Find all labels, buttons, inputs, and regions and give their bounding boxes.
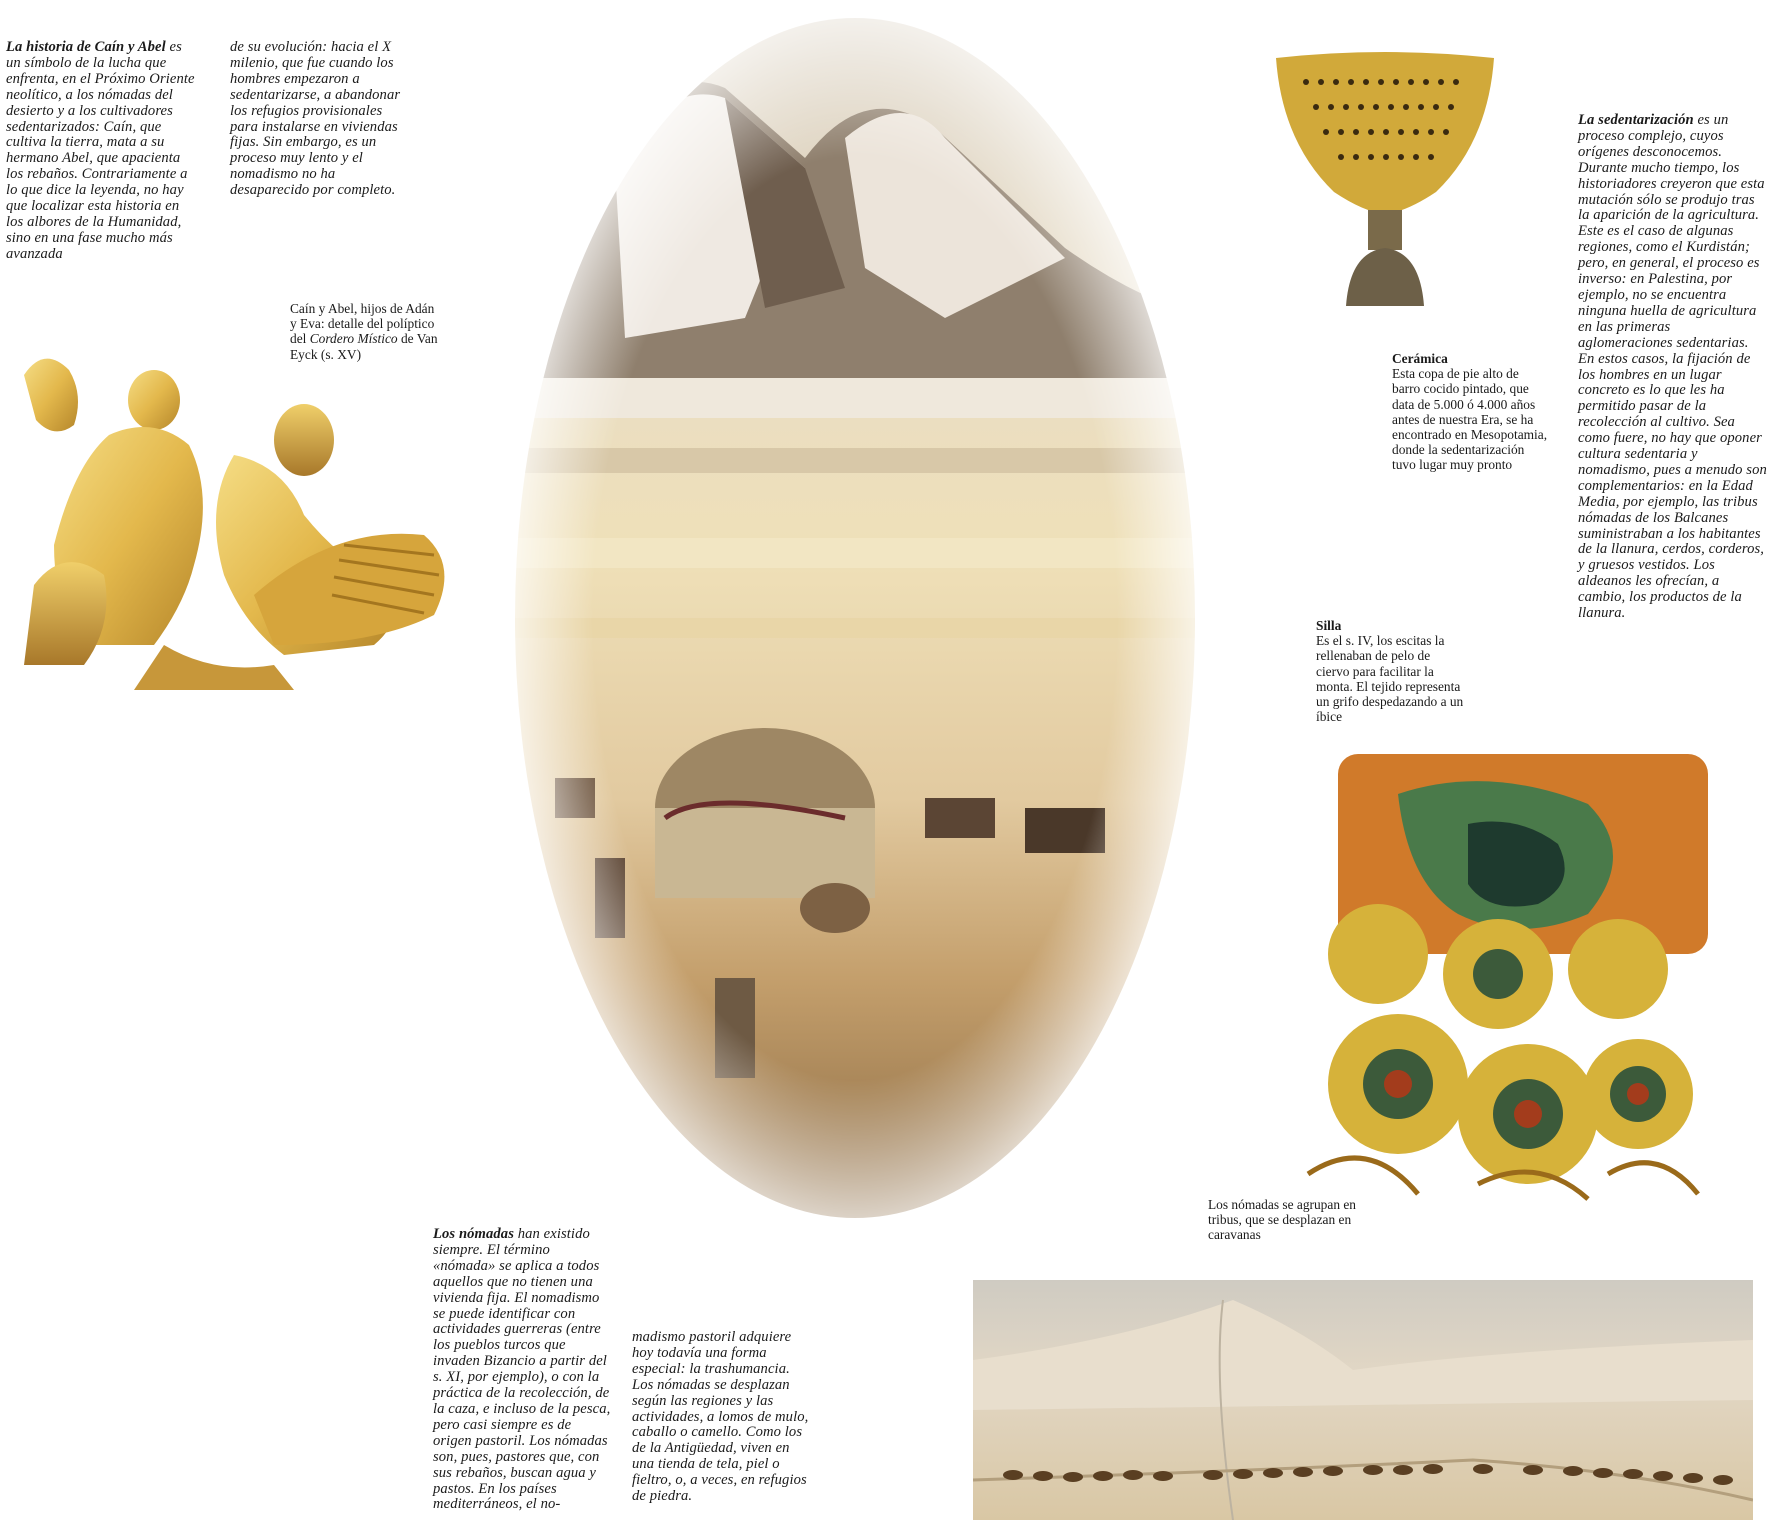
cain-abel-text [6,40,198,263]
caption-cain-text-b: de Van Eyck (s. XV) [290,331,438,362]
nomadas-body-2: madismo pastoril adquiere hoy todavía una forma especial: la trashumancia. Los nómadas se desplazan según las regiones y las actividades, a lomos de mulo, caballo o camello. Como los de la Antigüedad, viven en una tienda de tela, piel o fieltro, o, a veces, en refugios de piedra. [632,1329,809,1505]
nomadas-body: han existido siempre. El término «nómada» se aplica a todos aquellos que no tienen una vivienda fija. El nomadismo se puede identificar con actividades guerreras (entre los pueblos turcos que invaden Bizancio a partir del s. XI, por ejemplo), o con la práctica de la recolección, de la caza, e incluso de la pesca, pero casi siempre es de origen pastoril. Los nómadas son, pues, pastores que, con sus rebaños, buscan agua y pastos. En los países mediterráneos, el no- [433,1226,611,1513]
caption-silla-title: Silla [1316,618,1342,633]
caption-ceramica-title: Cerámica [1392,351,1448,366]
ceramic-cup-image [1276,52,1494,306]
caption-cain-text-a: Caín y Abel, hijos de Adán y Eva: detalle del políptico del [290,301,435,347]
caption-silla [1316,618,1466,724]
sedentarizacion-lead: La sedentarización [1578,112,1694,128]
nomadas-text [433,1227,613,1513]
cain-abel-lead: La historia de Caín y Abel [6,39,166,55]
sedentarizacion-text [1578,113,1768,622]
caption-caravanas [1208,1197,1358,1243]
caption-cain-italic: Cordero Místico [309,331,398,347]
caption-silla-body: Es el s. IV, los escitas la rellenaban de pelo de ciervo para facilitar la monta. El tejido representa un grifo despedazando a un íbice [1316,633,1464,725]
nomadas-text-2 [632,1330,810,1505]
caption-ceramica-body: Esta copa de pie alto de barro cocido pintado, que data de 5.000 ó 4.000 años antes de nuestra Era, se ha encontrado en Mesopotamia, donde la sedentarización tuvo lugar muy pronto [1392,366,1548,473]
cain-abel-sculpture-image [14,345,464,690]
caption-caravanas-body: Los nómadas se agrupan en tribus, que se desplazan en caravanas [1208,1197,1356,1243]
caption-ceramica [1392,351,1550,473]
evolucion-body: de su evolución: hacia el X milenio, que fue cuando los hombres empezaron a sedentarizarse, a abandonar los refugios provisionales para instalarse en viviendas fijas. Sin embargo, es un proceso muy lento y el nomadismo no ha desaparecido por completo. [230,39,401,199]
cain-abel-body: es un símbolo de la lucha que enfrenta, en el Próximo Oriente neolítico, a los nómadas del desierto y a los cultivadores sedentarizados: Caín, que cultiva la tierra, mata a su hermano Abel, que apacienta los rebaños. Contrariamente a lo que dice la leyenda, no hay que localizar esta historia en los albores de la Humanidad, sino en una fase mucho más avanzada [6,39,195,262]
nomadas-lead: Los nómadas [433,1226,514,1242]
steppe-landscape-image [505,18,1205,1218]
scythian-saddle-image [1288,754,1710,1204]
caravan-desert-image [973,1280,1753,1520]
evolucion-text [230,40,410,199]
sedentarizacion-body: es un proceso complejo, cuyos orígenes desconocemos. Durante mucho tiempo, los historiadores creyeron que esta mutación sólo se produjo tras la aparición de la agricultura. Este es el caso de algunas regiones, como el Kurdistán; pero, en general, el proceso es inverso: en Palestina, por ejemplo, no se encuentra ninguna huella de agricultura en las primeras aglomeraciones sedentarias. En estos casos, la fijación de los hombres en un lugar concreto es lo que les ha permitido pasar de la recolección al cultivo. Sea como fuere, no hay que oponer cultura sedentaria y nomadismo, pues a menudo son complementarios: en la Edad Media, por ejemplo, las tribus nómadas de los Balcanes suministraban a los habitantes de la llanura, cerdos, corderos, y gruesos vestidos. Los aldeanos les ofrecían, a cambio, los productos de la llanura. [1578,112,1767,622]
